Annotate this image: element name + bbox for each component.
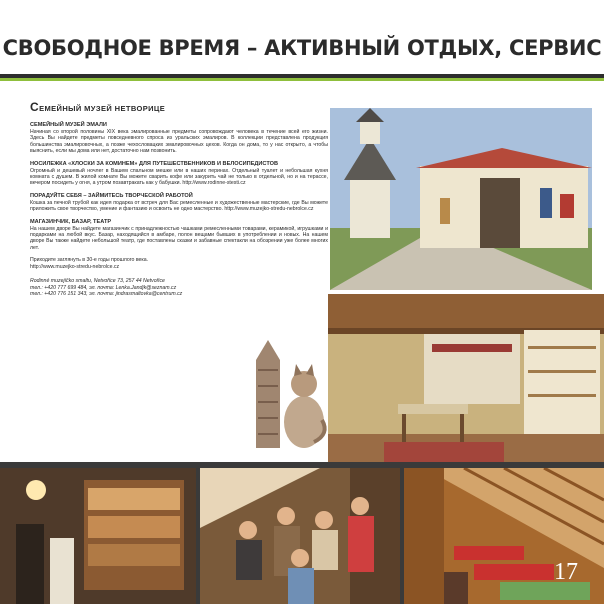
contact-block [30, 278, 328, 298]
block-heading: НОСИЛЕЖКА «ХЛОСКИ ЗА КОМИНЕМ» ДЛЯ ПУТЕШЕСТВЕННИКОВ И ВЕЛОСИПЕДИСТОВ [30, 160, 278, 167]
block-heading: ПОРАДУЙТЕ СЕБЯ – ЗАЙМИТЕСЬ ТВОРЧЕСКОЙ РАБОТОЙ [30, 192, 193, 199]
section-title-rest: ЕМЕЙНЫЙ МУЗЕЙ НЕТВОРИЦЕ [39, 104, 166, 113]
block-body: Начиная со второй половины XIX века эмалированные предметы сопровождают человека в течение всей его жизни. Здесь Вы найдете предметы повседневного спроса из уральских эмалиров. В коллекции представлена продукция большинства эмалировочных, а позже чехословацких эмалировочных цехов. Когда он дома, то у нас открыто, а чтобы выяснить, если мы дома или нет, достаточно нам позвонить. [30, 129, 328, 155]
block-heading: МАГАЗИНЧИК, БАЗАР, ТЕАТР [30, 218, 112, 225]
page-number: 17 [554, 559, 578, 585]
block-body: Огромный и дешевый ночлег в Вашем спальном мешке или в наших перинах. Отдельный туалет и небольшая кухня комната с душем. В жилой комнате Вы можете сварить кофе или закурить чай не только в отдельной, но и на терассе, вечером посидеть у огня, а утром позавтракать как у бабушки. http://www.rodinne-stesti.cz [30, 167, 328, 187]
block-creative-work [30, 193, 328, 213]
contact-phone-2: тел.: +420 776 151 343, эл. почта: jindrasmaltovka@centrum.cz [30, 291, 183, 298]
lower-photo-band [0, 462, 604, 604]
page-title: СВОБОДНОЕ ВРЕМЯ – АКТИВНЫЙ ОТДЫХ, СЕРВИС [2, 36, 602, 60]
block-enamel-museum [30, 122, 328, 155]
contact-address: Rodinné muzejíčko smaltu, Netvořice 73, 257 44 Netvořice [30, 278, 165, 285]
section-title [30, 100, 328, 114]
block-body: Кошка за печной трубой как идея подарка от встреч для Вас ремесленные и художественные мастерские, где Вы можете приложить свое творчество, умение и фантазию и освоить не одно мастерство. http://www.muzejko-stredu-nebrolce.cz [30, 199, 328, 213]
block-body: На нашем дворе Вы найдете магазинчик с принадлежностью чашками ремесленными товарами, керамикой, игрушками и подарками на любой вкус. Базар, находящийся в амбаре, полон вещами бывших в употреблении и новых. На нашем дворе Вы также найдете небольшой театр, где поставлены сказки и забавные спектакли на обозрении уже более многих лет. [30, 225, 328, 251]
invitation-line: Приходите заглянуть в 30-е годы прошлого века. [30, 257, 149, 264]
section-title-initial: С [30, 100, 40, 114]
visitors-group-photo [200, 468, 400, 604]
cat-chimney-figurine [250, 330, 330, 450]
title-rule-green [0, 78, 604, 81]
museum-interior-photo [328, 294, 604, 472]
block-heading: СЕМЕЙНЫЙ МУЗЕЙ ЭМАЛИ [30, 122, 107, 128]
invitation-link: http://www.muzejko-stredu-nebrolce.cz [30, 263, 120, 270]
bazaar-shelves-photo [0, 468, 196, 604]
contact-phone-1: тел.: +420 777 699 484, эл. почта: Lenka.Jandjk@seznam.cz [30, 284, 177, 291]
block-hostel [30, 161, 328, 187]
village-gate-photo [330, 108, 592, 290]
text-column [30, 100, 328, 298]
block-shop-bazaar-theatre [30, 219, 328, 252]
